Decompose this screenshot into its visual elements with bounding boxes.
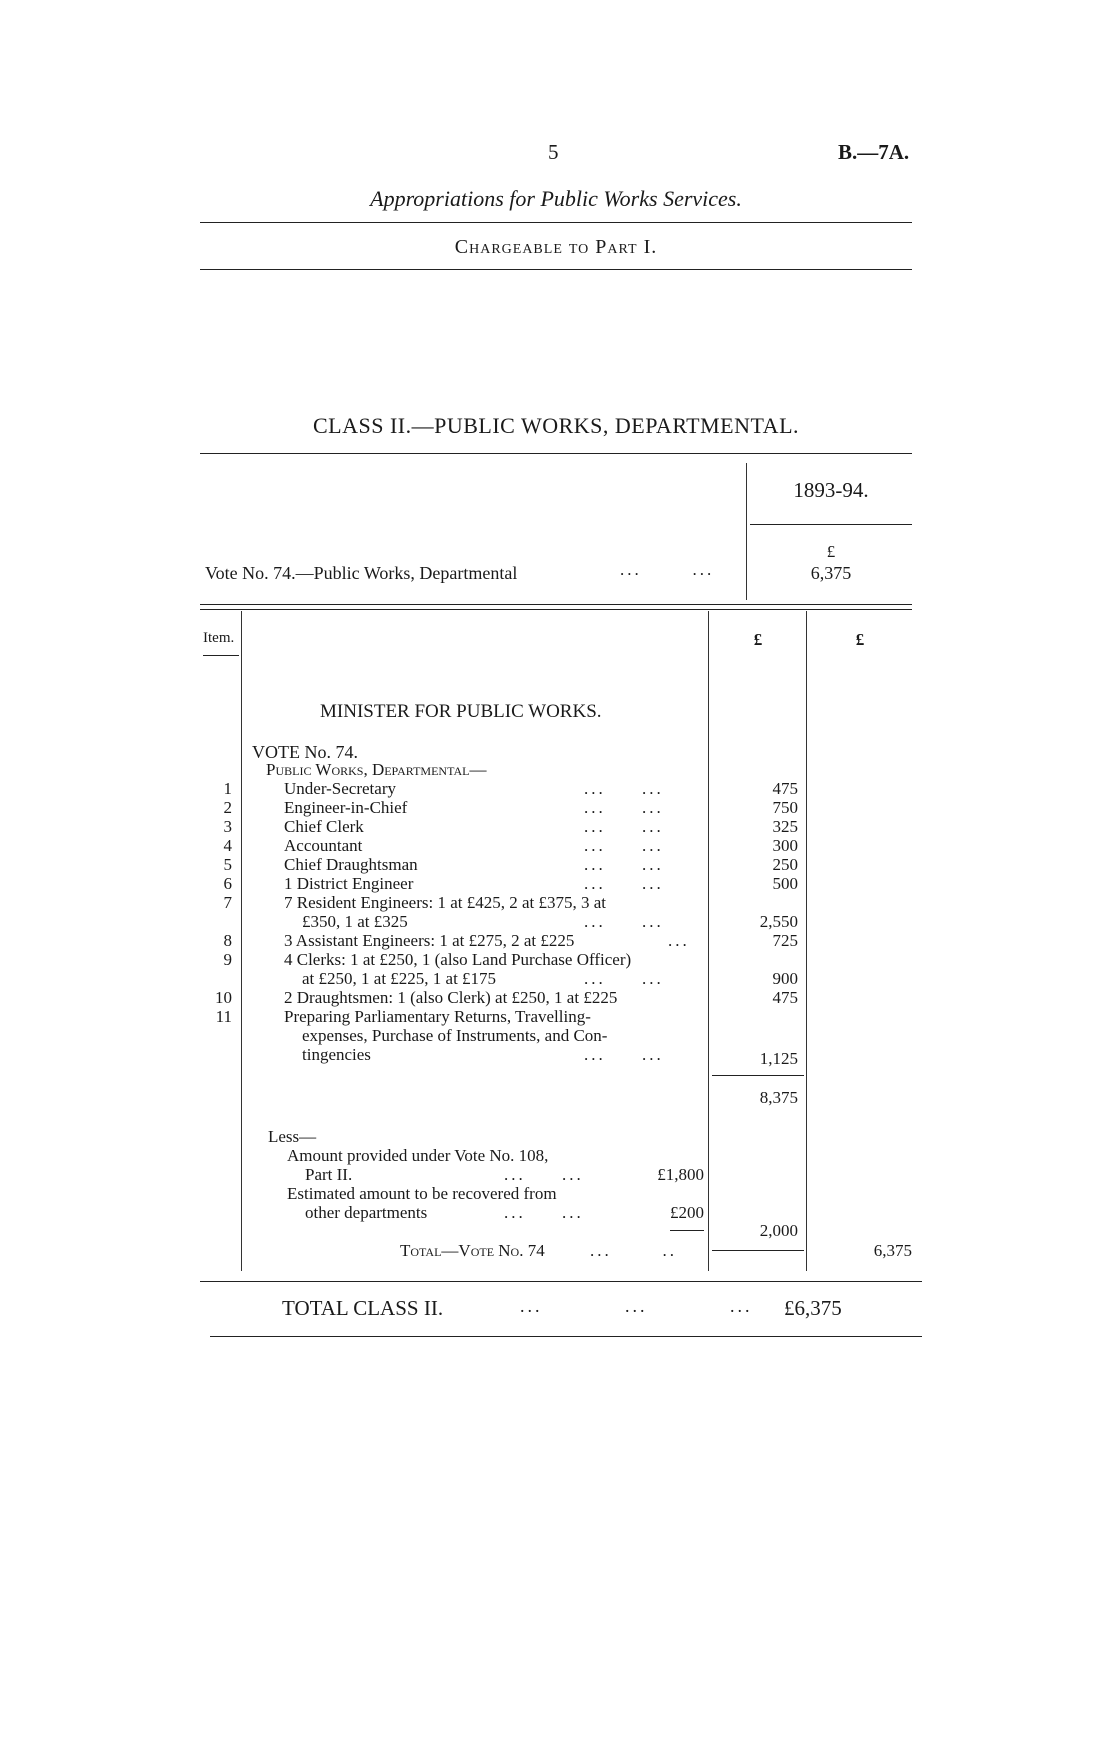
item-number: 7 xyxy=(223,893,232,912)
item-number: 11 xyxy=(215,1007,232,1026)
header-rule-top xyxy=(200,222,912,223)
summary-vote-amount: 6,375 xyxy=(810,563,852,583)
class-total-amount: £6,375 xyxy=(784,1296,842,1320)
leader-dots: ... .. xyxy=(590,1241,677,1260)
item-number: 8 xyxy=(223,931,232,950)
table-rule-item-col xyxy=(241,611,242,1271)
item-description: Preparing Parliamentary Returns, Travelling- xyxy=(284,1007,591,1026)
page-number: 5 xyxy=(548,140,559,164)
item-number: 5 xyxy=(223,855,232,874)
leader-dots: ... xyxy=(668,931,690,950)
vote-total-rule xyxy=(712,1250,804,1251)
item-amount: 475 xyxy=(772,988,798,1007)
item-amount: 2,550 xyxy=(759,912,798,931)
less-total-amount: 2,000 xyxy=(759,1221,798,1240)
item-description-continued: at £250, 1 at £225, 1 at £175 xyxy=(302,969,497,988)
item-number: 3 xyxy=(223,817,232,836)
item-amount: 300 xyxy=(772,836,798,855)
vote-subheading: Public Works, Departmental— xyxy=(266,760,487,779)
leader-dots: ... ... xyxy=(584,1045,664,1064)
item-description: 3 Assistant Engineers: 1 at £275, 2 at £225 xyxy=(284,931,575,950)
document-code: B.—7A. xyxy=(838,140,910,164)
summary-year: 1893-94. xyxy=(793,478,869,502)
less-amount-rule xyxy=(670,1230,704,1231)
item-number: 10 xyxy=(215,988,232,1007)
less-item-amount: £1,800 xyxy=(657,1165,704,1184)
page-subtitle: Chargeable to Part I. xyxy=(454,236,658,258)
item-amount: 500 xyxy=(772,874,798,893)
leader-dots: ... ... xyxy=(584,855,664,874)
subtotal-amount: 8,375 xyxy=(759,1088,798,1107)
section-title: MINISTER FOR PUBLIC WORKS. xyxy=(320,701,602,722)
total-column-currency: £ xyxy=(855,630,865,649)
item-amount: 250 xyxy=(772,855,798,874)
header-rule-bottom xyxy=(200,269,912,270)
leader-dots: ... ... xyxy=(504,1165,584,1184)
item-amount: 1,125 xyxy=(759,1049,798,1068)
item-number: 6 xyxy=(223,874,232,893)
item-description: Chief Clerk xyxy=(284,817,364,836)
leader-dots: ... ... ... xyxy=(520,1296,753,1316)
page-title: Appropriations for Public Works Services. xyxy=(370,186,742,211)
table-rule-bottom xyxy=(200,1281,922,1282)
table-rule-top-1 xyxy=(200,604,912,605)
summary-currency: £ xyxy=(826,542,836,561)
vote-total-amount: 6,375 xyxy=(873,1241,912,1260)
less-item-amount: £200 xyxy=(670,1203,704,1222)
item-description: 4 Clerks: 1 at £250, 1 (also Land Purchase Officer) xyxy=(284,950,632,969)
item-amount: 900 xyxy=(772,969,798,988)
class-rule xyxy=(200,453,912,454)
leader-dots: ... ... xyxy=(584,912,664,931)
leader-dots: ... ... xyxy=(584,874,664,893)
class-heading: CLASS II.—PUBLIC WORKS, DEPARTMENTAL. xyxy=(312,413,800,438)
less-label: Less— xyxy=(268,1127,317,1146)
class-total-rule xyxy=(210,1336,922,1337)
item-number: 9 xyxy=(223,950,232,969)
table-rule-top-2 xyxy=(200,609,912,610)
leader-dots: ... ... xyxy=(584,836,664,855)
less-item-description: Estimated amount to be recovered from xyxy=(287,1184,557,1203)
item-description-continued: £350, 1 at £325 xyxy=(302,912,408,931)
item-description: Under-Secretary xyxy=(284,779,396,798)
less-item-description-continued: Part II. xyxy=(305,1165,353,1184)
summary-vote-label: Vote No. 74.—Public Works, Departmental xyxy=(205,563,518,583)
item-description: Accountant xyxy=(284,836,363,855)
less-item-description: Amount provided under Vote No. 108, xyxy=(287,1146,549,1165)
leader-dots: ... ... xyxy=(584,817,664,836)
item-description: Chief Draughtsman xyxy=(284,855,418,874)
vote-total-label: Total—Vote No. 74 xyxy=(400,1241,545,1260)
table-rule-total-col xyxy=(806,611,807,1271)
vote-heading: VOTE No. 74. xyxy=(252,742,358,762)
summary-divider xyxy=(746,463,747,600)
summary-year-rule xyxy=(750,524,912,525)
item-column-header: Item. xyxy=(203,630,235,646)
item-number: 2 xyxy=(223,798,232,817)
leader-dots: ... ... xyxy=(584,798,664,817)
subtotal-rule xyxy=(712,1075,804,1076)
item-amount: 750 xyxy=(772,798,798,817)
item-amount: 725 xyxy=(772,931,798,950)
item-amount: 325 xyxy=(772,817,798,836)
leader-dots: ... ... xyxy=(504,1203,584,1222)
item-number: 1 xyxy=(223,779,232,798)
item-description: 2 Draughtsmen: 1 (also Clerk) at £250, 1 at £225 xyxy=(284,988,618,1007)
table-rule-amount-col xyxy=(708,611,709,1271)
leader-dots: ... ... xyxy=(584,779,664,798)
item-description-continued: expenses, Purchase of Instruments, and Con- xyxy=(302,1026,608,1045)
summary-leader-dots: ... ... xyxy=(620,560,715,579)
amount-column-currency: £ xyxy=(753,630,763,649)
leader-dots: ... ... xyxy=(584,969,664,988)
item-amount: 475 xyxy=(772,779,798,798)
class-total-label: TOTAL CLASS II. xyxy=(282,1296,444,1320)
item-description: 1 District Engineer xyxy=(284,874,414,893)
item-description-continued: tingencies xyxy=(302,1045,371,1064)
item-description: 7 Resident Engineers: 1 at £425, 2 at £375, 3 at xyxy=(284,893,606,912)
item-description: Engineer-in-Chief xyxy=(284,798,408,817)
item-number: 4 xyxy=(223,836,232,855)
less-item-description-continued: other departments xyxy=(305,1203,428,1222)
item-header-rule xyxy=(203,655,239,656)
